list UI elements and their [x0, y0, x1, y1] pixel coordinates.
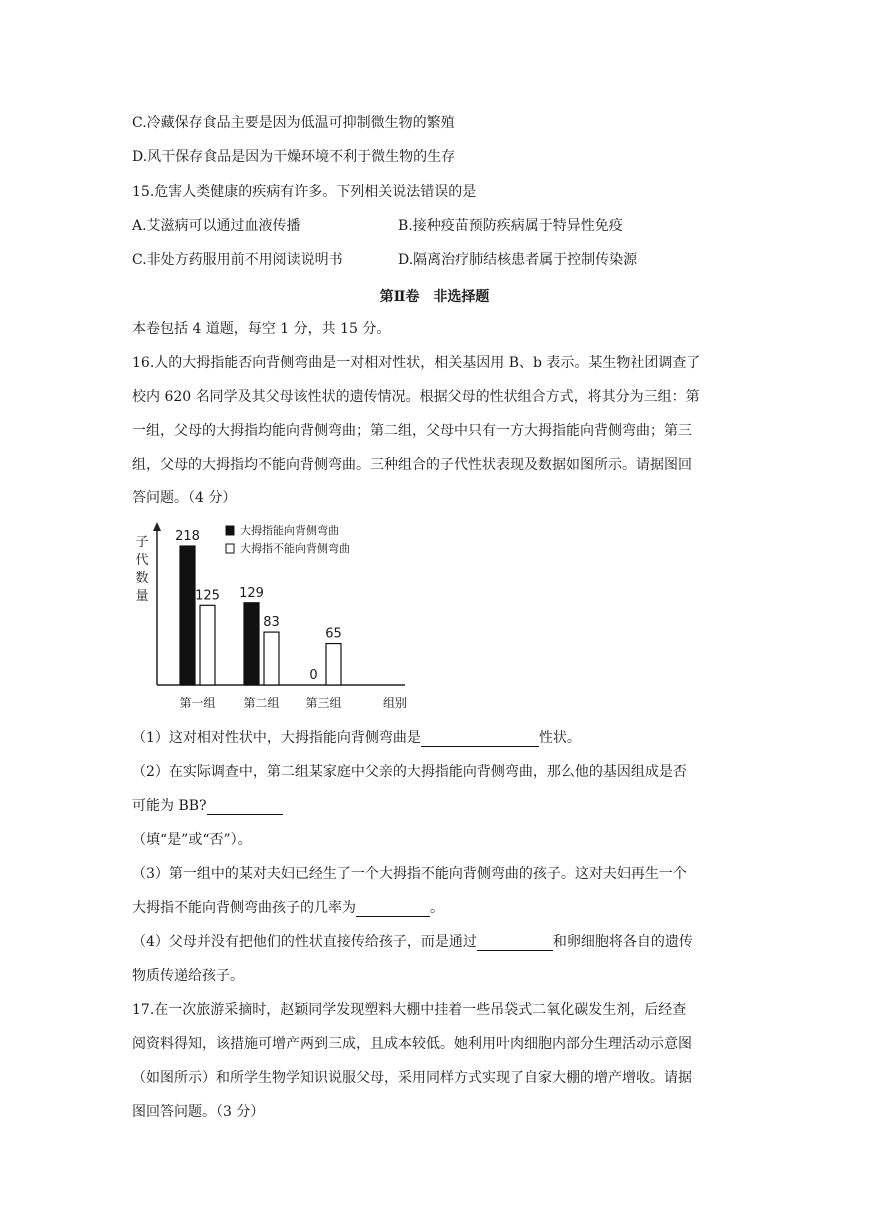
data-label: 0 — [309, 668, 318, 683]
answer-blank-2[interactable] — [207, 800, 283, 815]
sub-question-1 — [132, 727, 581, 747]
sub-question-2-line-3: （填“是”或“否”）。 — [132, 832, 252, 848]
question-16-line-5: 答问题。（4 分） — [132, 490, 237, 506]
sub-question-4-line-2: 物质传递给孩子。 — [132, 968, 244, 984]
y-axis-label-char: 代 — [135, 553, 149, 568]
data-label: 129 — [239, 585, 264, 601]
bar-cannot-bend-3 — [326, 644, 341, 685]
sub-question-3-tail: 。 — [430, 900, 444, 916]
question-16-line-3: 一组，父母的大拇指均能向背侧弯曲；第二组，父母中只有一方大拇指能向背侧弯曲；第三 — [132, 423, 692, 439]
bar-can-bend-2 — [244, 603, 259, 685]
option-15a: A.艾滋病可以通过血液传播 — [132, 218, 301, 234]
data-label: 125 — [195, 588, 220, 604]
category-label: 第三组 — [305, 696, 342, 710]
sub-question-2-line-2 — [132, 795, 283, 815]
sub-question-2-text: 可能为 BB? — [132, 798, 207, 814]
category-label: 第一组 — [179, 696, 216, 710]
y-axis-label — [135, 535, 148, 604]
bar-cannot-bend-1 — [200, 605, 215, 685]
option-14c: C.冷藏保存食品主要是因为低温可抑制微生物的繁殖 — [132, 115, 455, 131]
option-15c: C.非处方药服用前不用阅读说明书 — [132, 252, 343, 268]
option-14d: D.风干保存食品是因为干燥环境不利于微生物的生存 — [132, 149, 456, 165]
option-15d: D.隔离治疗肺结核患者属于控制传染源 — [398, 252, 638, 268]
sub-question-3-text: 大拇指不能向背侧弯曲孩子的几率为 — [132, 900, 356, 916]
sub-question-4-line-1 — [132, 931, 693, 951]
sub-question-2-line-1: （2）在实际调查中，第二组某家庭中父亲的大拇指能向背侧弯曲，那么他的基因组成是否 — [132, 764, 687, 780]
option-15b: B.接种疫苗预防疾病属于特异性免疫 — [398, 218, 623, 234]
legend-label: 大拇指能向背侧弯曲 — [240, 524, 339, 537]
y-axis-label-char: 量 — [135, 589, 149, 604]
y-axis-arrow — [153, 522, 161, 531]
question-17-line-4: 图回答问题。（3 分） — [132, 1104, 265, 1120]
section-title: 第Ⅱ卷 非选择题 — [379, 289, 490, 305]
question-17-line-3: （如图所示）和所学生物学知识说服父母，采用同样方式实现了自家大棚的增产增收。请据 — [132, 1070, 692, 1086]
section-intro: 本卷包括 4 道题，每空 1 分，共 15 分。 — [132, 321, 391, 337]
question-16-line-2: 校内 620 名同学及其父母该性状的遗传情况。根据父母的性状组合方式，将其分为三组：第 — [132, 389, 700, 405]
question-17-line-2: 阅资料得知，该措施可增产两到三成，且成本较低。她利用叶肉细胞内部分生理活动示意图 — [132, 1036, 692, 1052]
category-label: 第二组 — [243, 696, 280, 710]
answer-blank-3[interactable] — [356, 902, 430, 917]
sub-question-1-text: （1）这对相对性状中，大拇指能向背侧弯曲是 — [132, 730, 421, 746]
legend-swatch — [226, 544, 234, 553]
sub-question-3-line-2 — [132, 897, 444, 917]
answer-blank-4[interactable] — [477, 936, 553, 951]
answer-blank-1[interactable] — [421, 732, 539, 747]
bar-chart — [130, 520, 420, 720]
sub-question-3-line-1: （3）第一组中的某对夫妇已经生了一个大拇指不能向背侧弯曲的孩子。这对夫妇再生一个 — [132, 866, 687, 882]
sub-question-1-tail: 性状。 — [538, 730, 581, 746]
sub-question-4-tail: 和卵细胞将各自的遗传 — [552, 934, 693, 950]
bar-can-bend-1 — [180, 546, 195, 685]
x-axis-label: 组别 — [382, 696, 408, 710]
sub-question-4-text: （4）父母并没有把他们的性状直接传给孩子，而是通过 — [132, 934, 477, 950]
legend-label: 大拇指不能向背侧弯曲 — [240, 542, 350, 555]
question-15: 15.危害人类健康的疾病有许多。下列相关说法错误的是 — [132, 184, 477, 200]
y-axis-label-char: 子 — [135, 535, 149, 550]
data-label: 218 — [175, 529, 200, 545]
y-axis-label-char: 数 — [135, 571, 149, 586]
legend-swatch — [226, 526, 234, 535]
question-17-line-1: 17.在一次旅游采摘时，赵颖同学发现塑料大棚中挂着一些吊袋式二氧化碳发生剂，后经查 — [132, 1002, 687, 1018]
bar-cannot-bend-2 — [264, 632, 279, 685]
data-label: 83 — [263, 615, 280, 631]
question-16-line-4: 组，父母的大拇指均不能向背侧弯曲。三种组合的子代性状表现及数据如图所示。请据图回 — [132, 457, 692, 473]
question-16-line-1: 16.人的大拇指能否向背侧弯曲是一对相对性状，相关基因用 B、b 表示。某生物社团调查了 — [132, 355, 701, 371]
data-label: 65 — [325, 626, 342, 642]
